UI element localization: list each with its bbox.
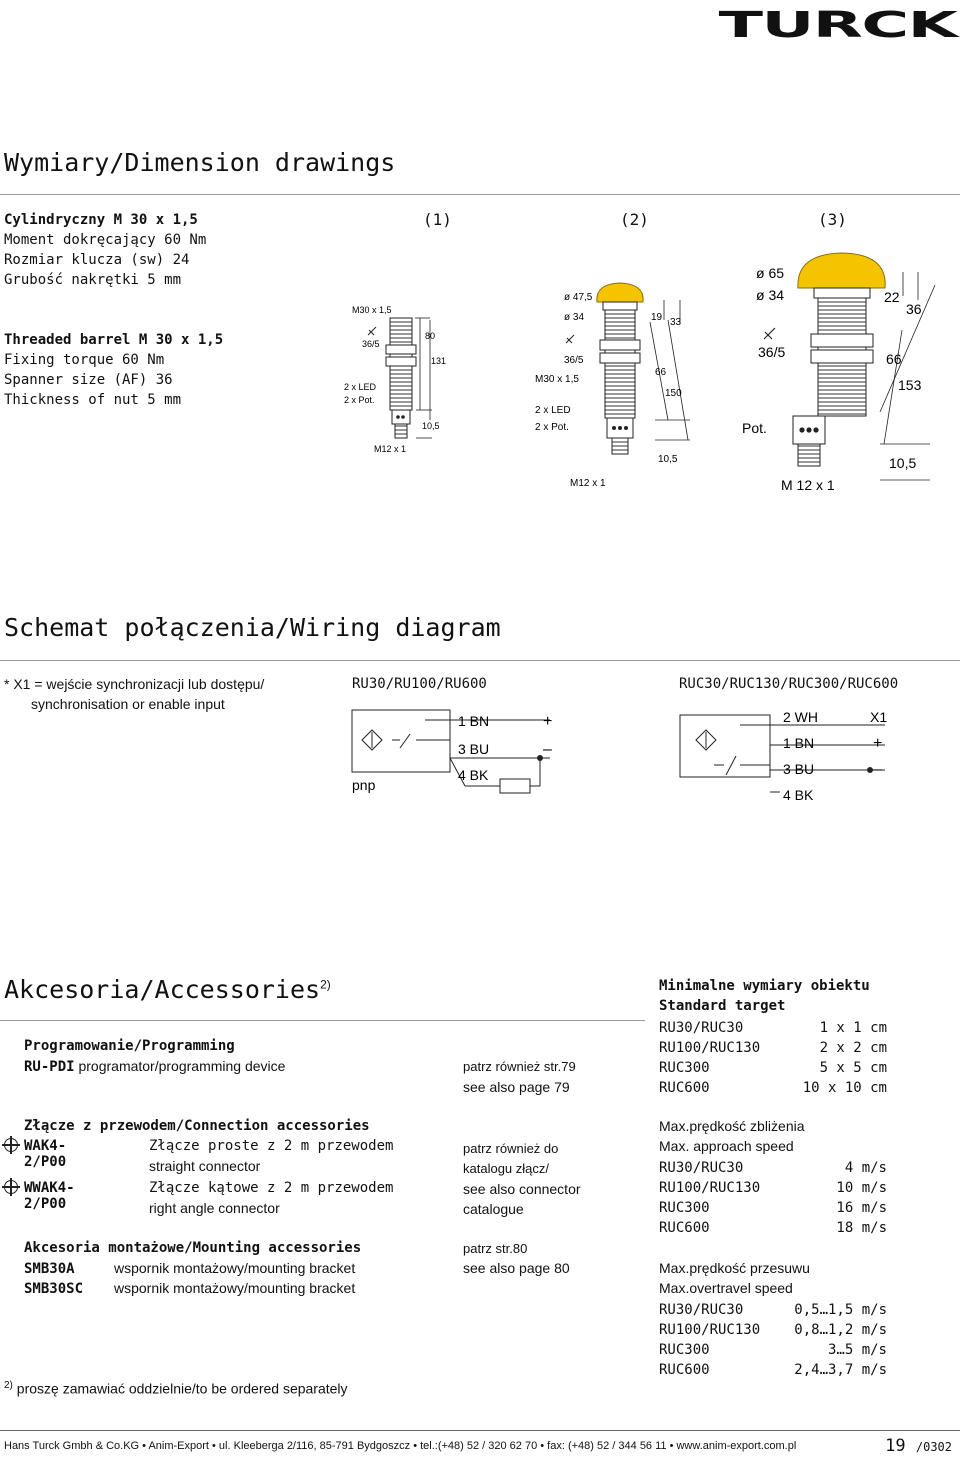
connection-heading: Złącze z przewodem/Connection accessories: [24, 1118, 370, 1134]
model-name: RUC300: [659, 1342, 710, 1358]
wire-label: 1 BN: [783, 735, 815, 751]
spec-row: [659, 1300, 887, 1320]
wire-label: 3 BU: [458, 741, 490, 757]
spec-value: 2,4…3,7 m/s: [794, 1362, 887, 1378]
divider: [0, 1020, 645, 1021]
model-name: RUC600: [659, 1220, 710, 1236]
dim-label: M12 x 1: [374, 444, 407, 454]
dim-label: M30 x 1,5: [352, 305, 392, 315]
dim-label: 10,5: [889, 455, 917, 471]
model-name: RU100/RUC130: [659, 1040, 761, 1056]
spec-value: 0,8…1,2 m/s: [794, 1322, 887, 1338]
product-code: WWAK4-2/P00: [24, 1180, 75, 1212]
x1-label: X1: [870, 709, 888, 725]
divider: [0, 1430, 960, 1431]
spec-value: 5 x 5 cm: [819, 1060, 887, 1076]
cross-ref: patrz str.80: [463, 1241, 528, 1256]
spec-line: Cylindryczny M 30 x 1,5: [4, 212, 198, 228]
approach-table: [659, 1158, 887, 1238]
mounting-item: [24, 1260, 355, 1277]
spec-value: 10 x 10 cm: [802, 1080, 887, 1096]
wire-label: 4 BK: [458, 767, 489, 783]
cross-ref: patrz również do: [463, 1141, 559, 1156]
target-heading: Minimalne wymiary obiektu: [659, 978, 870, 994]
plus-sign: +: [543, 713, 553, 730]
model-name: RUC300: [659, 1200, 710, 1216]
dim-label: M12 x 1: [570, 478, 606, 489]
drawing-label-3: (3): [818, 210, 847, 229]
connection-item: [4, 1138, 394, 1174]
product-desc: programator/programming device: [78, 1058, 286, 1074]
dimension-drawings: [0, 0, 960, 600]
dim-label: 2 x LED: [535, 405, 571, 416]
divider: [0, 660, 960, 661]
dim-label: 2 x Pot.: [535, 422, 569, 433]
wiring-left-title: RU30/RU100/RU600: [352, 676, 487, 692]
spec-line: Fixing torque 60 Nm: [4, 352, 165, 368]
sensor-drawing-1: [344, 305, 446, 454]
sensor-drawing-2: [535, 283, 690, 489]
dim-label: ø 47,5: [564, 292, 593, 303]
spec-line: Rozmiar klucza (sw) 24: [4, 252, 190, 268]
spec-line: Spanner size (AF) 36: [4, 372, 173, 388]
overtravel-heading: Max.prędkość przesuwu: [659, 1260, 810, 1276]
model-name: RUC300: [659, 1060, 710, 1076]
page-number: [885, 1436, 952, 1456]
programming-item: [24, 1058, 285, 1075]
model-name: RUC600: [659, 1080, 710, 1096]
spec-value: 16 m/s: [836, 1200, 887, 1216]
spec-line: Threaded barrel M 30 x 1,5: [4, 332, 224, 348]
mounting-heading: Akcesoria montażowe/Mounting accessories: [24, 1240, 362, 1256]
product-code: RU-PDI: [24, 1059, 75, 1075]
cross-ref: catalogue: [463, 1201, 524, 1217]
dim-label: Pot.: [742, 420, 767, 436]
wiring-note: [4, 676, 264, 692]
product-code: SMB30SC: [24, 1281, 84, 1297]
model-name: RU30/RUC30: [659, 1020, 744, 1036]
model-name: RU30/RUC30: [659, 1302, 744, 1318]
target-heading-en: Standard target: [659, 998, 786, 1014]
cross-ref: katalogu złącz/: [463, 1161, 549, 1176]
connection-item: [4, 1180, 394, 1216]
dim-label: 2 x LED: [344, 382, 377, 392]
note-line: synchronisation or enable input: [31, 696, 225, 712]
product-desc: Złącze proste z 2 m przewodem: [149, 1138, 394, 1154]
dim-label: 36/5: [758, 344, 786, 360]
approach-heading-en: Max. approach speed: [659, 1138, 794, 1154]
dim-label: 33: [670, 317, 682, 328]
note-line: X1 = wejście synchronizacji lub dostępu/: [13, 676, 265, 692]
dim-label: M30 x 1,5: [535, 374, 579, 385]
turck-logo: TURCK: [718, 4, 956, 46]
product-desc: right angle connector: [149, 1200, 280, 1216]
dim-label: 153: [898, 377, 922, 393]
wire-label: 3 BU: [783, 761, 815, 777]
wiring-right-title: RUC30/RUC130/RUC300/RUC600: [679, 676, 899, 692]
connection-cross-ref: [463, 1139, 581, 1219]
dim-label: ø 65: [756, 265, 785, 281]
dim-label: 10,5: [658, 454, 678, 465]
spec-value: 3…5 m/s: [827, 1342, 887, 1358]
product-code: SMB30A: [24, 1261, 75, 1277]
wiring-diagram-ruc: [680, 709, 887, 803]
wire-label: 1 BN: [458, 713, 490, 729]
spec-value: 4 m/s: [844, 1160, 887, 1176]
spec-row: [659, 1320, 887, 1340]
dim-label: 36/5: [564, 355, 584, 366]
dim-label: ø 34: [756, 287, 785, 303]
spec-row: [659, 1058, 887, 1078]
spec-row: [659, 1360, 887, 1380]
product-code: WAK4-2/P00: [24, 1138, 67, 1170]
note-star: *: [4, 676, 10, 692]
footer-address: Hans Turck Gmbh & Co.KG • Anim-Export • ul. Kleeberga 2/116, 85-791 Bydgoszcz • tel.:(+48) 52 / 320 62 70 • fax: (+48) 52 / 344 56 11 • www.anim-export.com.pl: [4, 1440, 797, 1452]
minus-sign: –: [873, 761, 882, 778]
drawing-label-2: (2): [620, 210, 649, 229]
model-name: RU100/RUC130: [659, 1322, 761, 1338]
spec-row: [659, 1198, 887, 1218]
connector-icon: [4, 1180, 18, 1194]
sensor-drawing-3: [742, 253, 935, 493]
dim-label: 19: [651, 312, 663, 323]
footnote: [4, 1380, 348, 1397]
model-name: RU30/RUC30: [659, 1160, 744, 1176]
dim-label: 66: [886, 351, 902, 367]
dim-label: 36: [906, 301, 922, 317]
cross-ref: see also connector: [463, 1181, 581, 1197]
wire-label: 2 WH: [783, 709, 818, 725]
product-desc: wspornik montażowy/mounting bracket: [114, 1260, 356, 1276]
wiring-diagrams: [340, 700, 960, 820]
spec-row: [659, 1178, 887, 1198]
dim-label: 2 x Pot.: [344, 395, 375, 405]
wiring-title: Schemat połączenia/Wiring diagram: [4, 613, 501, 642]
dim-label: ø 34: [564, 312, 585, 323]
programming-heading: Programowanie/Programming: [24, 1038, 235, 1054]
mounting-item: [24, 1280, 355, 1297]
footnote-text: proszę zamawiać oddzielnie/to be ordered separately: [16, 1380, 348, 1397]
spec-value: 0,5…1,5 m/s: [794, 1302, 887, 1318]
model-name: RUC600: [659, 1362, 710, 1378]
overtravel-table: [659, 1300, 887, 1380]
spec-row: [659, 1038, 887, 1058]
connector-icon: [4, 1138, 18, 1152]
spec-row: [659, 1158, 887, 1178]
dim-label: 66: [655, 367, 667, 378]
accessories-title-text: Akcesoria/Accessories: [4, 975, 321, 1004]
plus-sign: +: [873, 735, 883, 752]
pnp-label: pnp: [352, 777, 376, 793]
cross-ref: patrz również str.79: [463, 1059, 576, 1074]
drawing-label-1: (1): [423, 210, 452, 229]
dim-label: 36/5: [362, 339, 380, 349]
spec-line: Grubość nakrętki 5 mm: [4, 272, 182, 288]
dims-title: Wymiary/Dimension drawings: [4, 148, 396, 177]
footnote-marker: 2): [4, 1380, 13, 1391]
cross-ref: see also page 80: [463, 1260, 570, 1276]
product-desc: wspornik montażowy/mounting bracket: [114, 1280, 356, 1296]
product-desc: Złącze kątowe z 2 m przewodem: [149, 1180, 394, 1196]
dim-label: 10,5: [422, 421, 440, 431]
page-number-value: 19: [885, 1436, 906, 1456]
overtravel-heading-en: Max.overtravel speed: [659, 1280, 793, 1296]
dim-label: 150: [665, 388, 682, 399]
spec-value: 18 m/s: [836, 1220, 887, 1236]
dim-label: 80: [425, 331, 436, 341]
spec-value: 2 x 2 cm: [819, 1040, 887, 1056]
product-desc: straight connector: [149, 1158, 261, 1174]
footnote-marker: 2): [320, 977, 331, 992]
accessories-title: [4, 975, 331, 1004]
target-table: [659, 1018, 887, 1098]
dim-label: 131: [431, 356, 447, 366]
page-suffix: /0302: [915, 1440, 952, 1454]
spec-value: 10 m/s: [836, 1180, 887, 1196]
cross-ref: see also page 79: [463, 1079, 570, 1095]
wiring-diagram-pnp: [352, 710, 552, 793]
wire-label: 4 BK: [783, 787, 814, 803]
spec-line: Moment dokręcający 60 Nm: [4, 232, 207, 248]
spec-value: 1 x 1 cm: [819, 1020, 887, 1036]
spec-row: [659, 1078, 887, 1098]
dim-label: 22: [884, 289, 900, 305]
spec-row: [659, 1018, 887, 1038]
model-name: RU100/RUC130: [659, 1180, 761, 1196]
spec-row: [659, 1218, 887, 1238]
dim-label: M 12 x 1: [781, 477, 835, 493]
approach-heading: Max.prędkość zbliżenia: [659, 1118, 805, 1134]
spec-line: Thickness of nut 5 mm: [4, 392, 182, 408]
minus-sign: –: [543, 741, 552, 758]
spec-row: [659, 1340, 887, 1360]
